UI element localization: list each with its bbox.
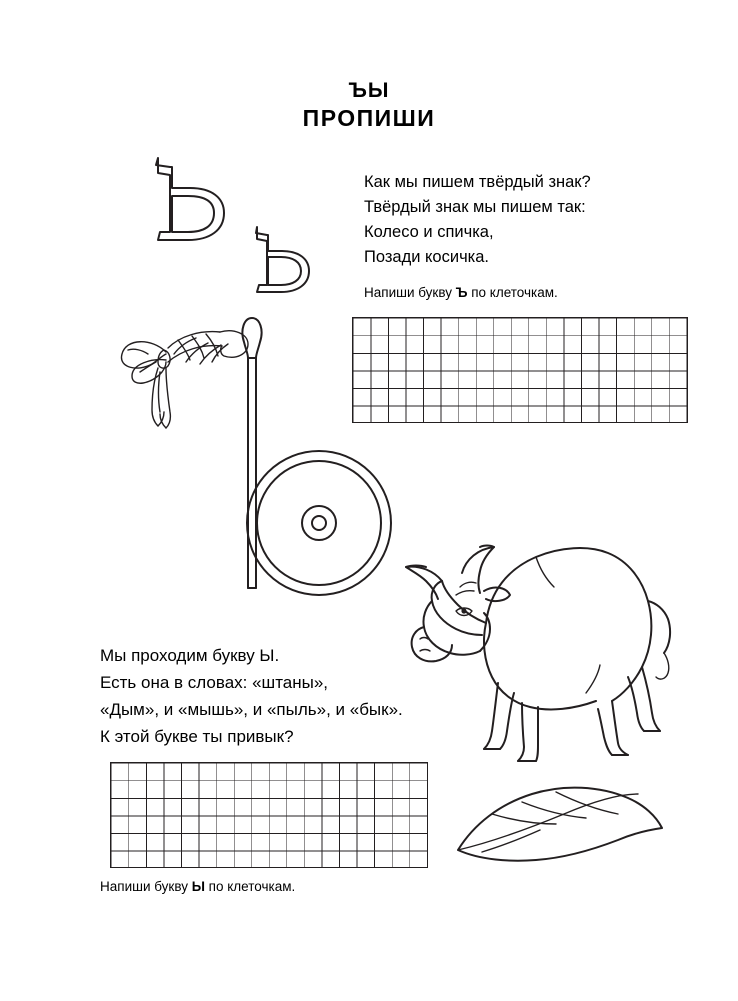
middle-text-line-3: «Дым», и «мышь», и «пыль», и «бык». (100, 700, 403, 719)
middle-text-line-1: Мы проходим букву Ы. (100, 646, 280, 665)
instruction-bottom-suffix: по клеточкам. (204, 879, 296, 894)
rhyme-line-4: Позади косичка. (364, 248, 490, 266)
outline-letter-large (140, 140, 260, 250)
wheel-illustration (244, 448, 394, 598)
page-title (0, 78, 738, 132)
instruction-top-prefix: Напиши букву (364, 285, 456, 300)
instruction-top-letter: Ъ (455, 285, 468, 300)
middle-text (100, 642, 520, 750)
middle-text-line-4: К этой букве ты привык? (100, 727, 294, 746)
braid-with-bow-illustration (108, 310, 278, 435)
middle-text-line-2: Есть она в словах: «штаны», (100, 673, 329, 692)
instruction-bottom (100, 879, 295, 894)
instruction-bottom-letter: Ы (191, 879, 205, 894)
title-subtitle: ПРОПИШИ (302, 105, 436, 131)
rhyme-line-1: Как мы пишем твёрдый знак? (364, 173, 591, 191)
title-letters: ЪЫ (348, 79, 390, 102)
rhyme-line-2: Твёрдый знак мы пишем так: (364, 198, 586, 216)
writing-grid-bottom[interactable] (110, 762, 428, 868)
leaf-illustration (452, 780, 672, 870)
instruction-bottom-prefix: Напиши букву (100, 879, 192, 894)
rhyme-text (364, 170, 704, 270)
outline-letter-small (245, 215, 335, 300)
instruction-top (364, 285, 558, 300)
instruction-top-suffix: по клеточкам. (467, 285, 558, 300)
writing-grid-top[interactable] (352, 317, 688, 423)
match-stick-illustration (222, 310, 282, 600)
rhyme-line-3: Колесо и спичка, (364, 223, 494, 241)
